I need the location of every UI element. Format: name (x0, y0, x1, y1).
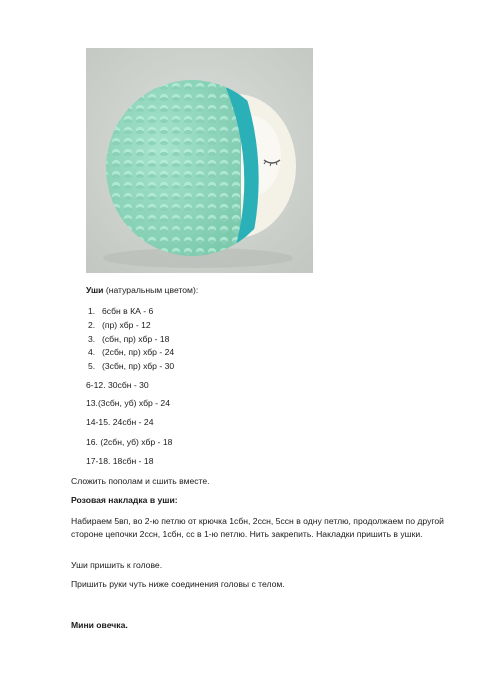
sew-ears-instruction: Уши пришить к голове. (71, 560, 163, 570)
list-item-text: (сбн, пр) хбр - 18 (102, 334, 170, 344)
list-item: 3. (88, 334, 96, 344)
list-item: 4. (88, 347, 96, 357)
row-instruction: 17-18. 18сбн - 18 (86, 456, 154, 466)
next-section-title: Мини овечка. (71, 620, 128, 630)
list-item-text: (2сбн, пр) хбр - 24 (102, 347, 175, 357)
fold-instruction: Сложить пополам и сшить вместе. (71, 476, 210, 486)
list-item: 2. (88, 320, 96, 330)
row-instruction: 16. (2сбн, уб) хбр - 18 (86, 437, 173, 447)
photo-drawing (86, 48, 313, 273)
pink-patch-instructions: Набираем 5вп, во 2-ю петлю от крючка 1сбн, 2ссн, 5ссн в одну петлю, продолжаем по другой стороне цепочки 2ссн, 1сбн, сс в 1-ю петлю. Нить закрепить. Накладки пришить в ушки. (71, 516, 444, 539)
row-instruction: 6-12. 30сбн - 30 (86, 380, 149, 390)
list-item-text: (3сбн, пр) хбр - 30 (102, 361, 175, 371)
list-item-text: 6сбн в КА - 6 (102, 306, 154, 316)
list-item: 1. (88, 306, 96, 316)
row-instruction: 13.(3сбн, уб) хбр - 24 (86, 398, 170, 408)
sew-arms-instruction: Пришить руки чуть ниже соединения головы с телом. (71, 579, 285, 589)
list-item: 5. (88, 361, 96, 371)
list-item-text: (пр) хбр - 12 (102, 320, 151, 330)
row-instruction: 14-15. 24сбн - 24 (86, 417, 154, 427)
ears-heading: Уши (натуральным цветом): (86, 285, 199, 295)
pink-patch-heading: Розовая накладка в уши: (71, 495, 178, 505)
amigurumi-head-photo (86, 48, 313, 273)
